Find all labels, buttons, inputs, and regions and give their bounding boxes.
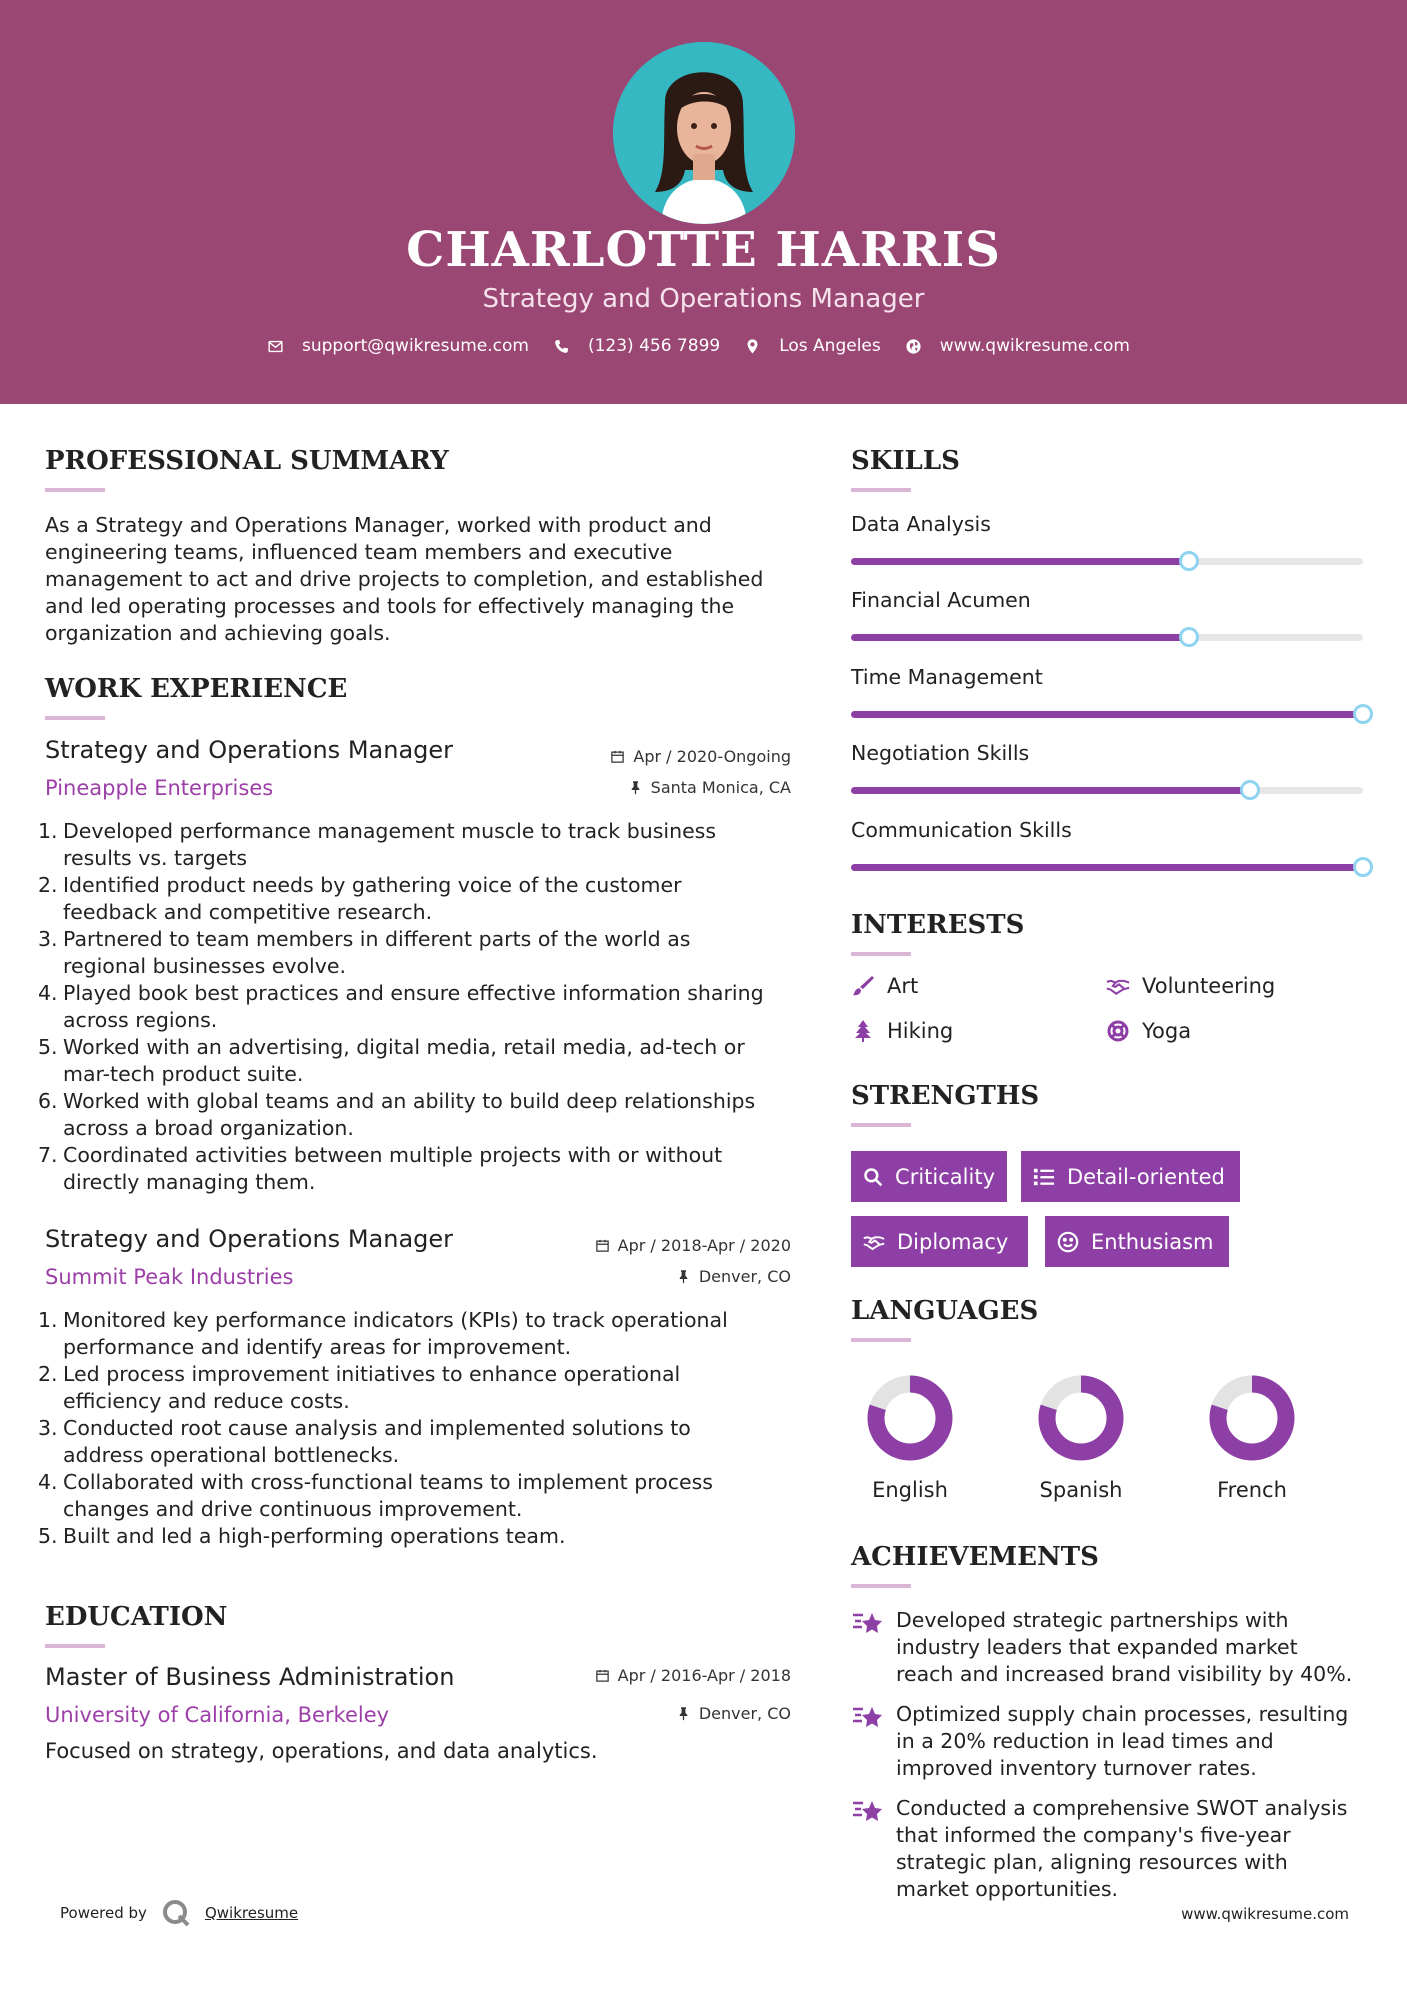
contact-email[interactable]: support@qwikresume.com — [267, 336, 529, 356]
skill-bar — [851, 711, 1363, 718]
tree-icon — [851, 1019, 875, 1043]
interests-heading: INTERESTS — [851, 910, 1025, 940]
skill-label: Time Management — [851, 665, 1043, 689]
skill-bar-knob — [1353, 857, 1373, 877]
list-item: regional businesses evolve. — [63, 954, 347, 978]
education-location: Denver, CO — [676, 1704, 791, 1723]
job-location: Santa Monica, CA — [628, 778, 791, 797]
candidate-name: CHARLOTTE HARRIS — [406, 222, 1001, 278]
smile-icon — [1057, 1231, 1079, 1253]
languages-heading: LANGUAGES — [851, 1296, 1039, 1326]
education-description: Focused on strategy, operations, and data analytics. — [45, 1739, 598, 1763]
language-ring — [1038, 1375, 1124, 1461]
strengths-heading: STRENGTHS — [851, 1081, 1040, 1111]
strength-chip: Detail-oriented — [1021, 1151, 1240, 1202]
pushpin-icon — [676, 1706, 691, 1721]
list-item: 5. Worked with an advertising, digital media, retail media, ad-tech or — [38, 1035, 745, 1059]
job-bullets — [38, 1307, 798, 1550]
candidate-role: Strategy and Operations Manager — [482, 284, 925, 314]
phone-icon — [553, 338, 570, 355]
education-dates: Apr / 2016-Apr / 2018 — [595, 1666, 791, 1685]
skill-label: Communication Skills — [851, 818, 1072, 842]
list-item: across a broad organization. — [63, 1116, 354, 1140]
language-ring — [867, 1375, 953, 1461]
list-item: feedback and competitive research. — [63, 900, 433, 924]
job-company: Summit Peak Industries — [45, 1265, 294, 1289]
shooting-star-icon — [851, 1797, 885, 1825]
footer-website[interactable]: www.qwikresume.com — [1181, 1905, 1349, 1923]
skill-label: Data Analysis — [851, 512, 991, 536]
pushpin-icon — [628, 780, 643, 795]
list-item: 2. Led process improvement initiatives to enhance operational — [38, 1362, 681, 1386]
list-item: across regions. — [63, 1008, 218, 1032]
section-divider — [851, 488, 911, 492]
skill-bar — [851, 558, 1363, 565]
job-bullets — [38, 818, 798, 1196]
job-dates: Apr / 2018-Apr / 2020 — [595, 1236, 791, 1255]
list-item: 3. Partnered to team members in different parts of the world as — [38, 927, 691, 951]
language-ring — [1209, 1375, 1295, 1461]
job-title: Strategy and Operations Manager — [45, 736, 454, 764]
list-item: address operational bottlenecks. — [63, 1443, 400, 1467]
section-divider — [851, 1123, 911, 1127]
skill-bar-knob — [1179, 627, 1199, 647]
section-divider — [45, 716, 105, 720]
degree-title: Master of Business Administration — [45, 1663, 455, 1691]
experience-heading: WORK EXPERIENCE — [45, 674, 348, 704]
skill-label: Financial Acumen — [851, 588, 1031, 612]
language-label: French — [1217, 1478, 1287, 1502]
handshake-icon — [863, 1231, 885, 1253]
section-divider — [45, 1644, 105, 1648]
paintbrush-icon — [851, 974, 875, 998]
strength-chip: Enthusiasm — [1045, 1216, 1229, 1267]
interest-item: Volunteering — [1106, 974, 1275, 998]
language-label: English — [872, 1478, 948, 1502]
list-item: performance and identify areas for improvement. — [63, 1335, 572, 1359]
contact-website[interactable]: www.qwikresume.com — [905, 336, 1130, 356]
job-company: Pineapple Enterprises — [45, 776, 274, 800]
skill-bar — [851, 634, 1363, 641]
list-item: results vs. targets — [63, 846, 248, 870]
job-title: Strategy and Operations Manager — [45, 1225, 454, 1253]
list-item: 2. Identified product needs by gathering voice of the customer — [38, 873, 682, 897]
list-item: 4. Played book best practices and ensure effective information sharing — [38, 981, 764, 1005]
handshake-icon — [1106, 974, 1130, 998]
list-item: 5. Built and led a high-performing operations team. — [38, 1524, 566, 1548]
job-dates: Apr / 2020-Ongoing — [610, 747, 791, 766]
interest-item: Yoga — [1106, 1019, 1191, 1043]
calendar-icon — [595, 1238, 610, 1253]
education-heading: EDUCATION — [45, 1602, 228, 1632]
calendar-icon — [595, 1668, 610, 1683]
shooting-star-icon — [851, 1703, 885, 1731]
skill-bar — [851, 864, 1363, 871]
achievement-item: Optimized supply chain processes, resulting in a 20% reduction in lead times and improved inventory turnover rates. — [851, 1701, 1371, 1782]
list-item: efficiency and reduce costs. — [63, 1389, 350, 1413]
list-item: mar-tech product suite. — [63, 1062, 304, 1086]
powered-by: Powered by Qwikresume — [60, 1898, 298, 1928]
contact-phone[interactable]: (123) 456 7899 — [553, 336, 720, 356]
skill-bar-knob — [1240, 780, 1260, 800]
skills-heading: SKILLS — [851, 446, 960, 476]
qwikresume-link[interactable]: Qwikresume — [204, 1904, 299, 1922]
skill-bar-knob — [1179, 551, 1199, 571]
list-item: 1. Monitored key performance indicators (KPIs) to track operational — [38, 1308, 728, 1332]
list-item: 1. Developed performance management muscle to track business — [38, 819, 717, 843]
interest-item: Art — [851, 974, 918, 998]
list-icon — [1033, 1166, 1055, 1188]
section-divider — [851, 1584, 911, 1588]
list-item: 6. Worked with global teams and an ability to build deep relationships — [38, 1089, 756, 1113]
globe-icon — [905, 338, 922, 355]
achievement-item: Developed strategic partnerships with industry leaders that expanded market reach and increased brand visibility by 40%. — [851, 1607, 1371, 1688]
envelope-icon — [267, 338, 284, 355]
section-divider — [851, 1338, 911, 1342]
skill-label: Negotiation Skills — [851, 741, 1030, 765]
achievements-heading: ACHIEVEMENTS — [851, 1542, 1099, 1572]
pushpin-icon — [676, 1269, 691, 1284]
job-location: Denver, CO — [676, 1267, 791, 1286]
qwikresume-logo-icon — [161, 1898, 191, 1928]
map-pin-icon — [744, 338, 761, 355]
section-divider — [45, 488, 105, 492]
summary-text: As a Strategy and Operations Manager, worked with product and engineering teams, influenced team members and executive management to act and drive projects to completion, and established and led operating processes and tools for effectively managing the organization and achieving goals. — [45, 513, 764, 645]
lifebuoy-icon — [1106, 1019, 1130, 1043]
contact-location: Los Angeles — [744, 336, 881, 356]
contact-bar — [0, 336, 1407, 356]
list-item: 7. Coordinated activities between multiple projects with or without — [38, 1143, 723, 1167]
section-divider — [851, 952, 911, 956]
list-item: changes and drive continuous improvement. — [63, 1497, 523, 1521]
list-item: 4. Collaborated with cross-functional teams to implement process — [38, 1470, 713, 1494]
profile-photo — [613, 42, 795, 224]
search-icon — [863, 1166, 883, 1188]
language-label: Spanish — [1039, 1478, 1123, 1502]
list-item: 3. Conducted root cause analysis and implemented solutions to — [38, 1416, 691, 1440]
shooting-star-icon — [851, 1609, 885, 1637]
strength-chip: Diplomacy — [851, 1216, 1028, 1267]
list-item: directly managing them. — [63, 1170, 316, 1194]
skill-bar-knob — [1353, 704, 1373, 724]
strength-chip: Criticality — [851, 1151, 1007, 1202]
resume-header — [0, 0, 1407, 404]
skill-bar — [851, 787, 1363, 794]
interest-item: Hiking — [851, 1019, 953, 1043]
achievement-item: Conducted a comprehensive SWOT analysis that informed the company's five-year strategic plan, aligning resources with market opportunities. — [851, 1795, 1371, 1903]
calendar-icon — [610, 749, 625, 764]
school-name: University of California, Berkeley — [45, 1703, 390, 1727]
summary-heading: PROFESSIONAL SUMMARY — [45, 446, 449, 476]
